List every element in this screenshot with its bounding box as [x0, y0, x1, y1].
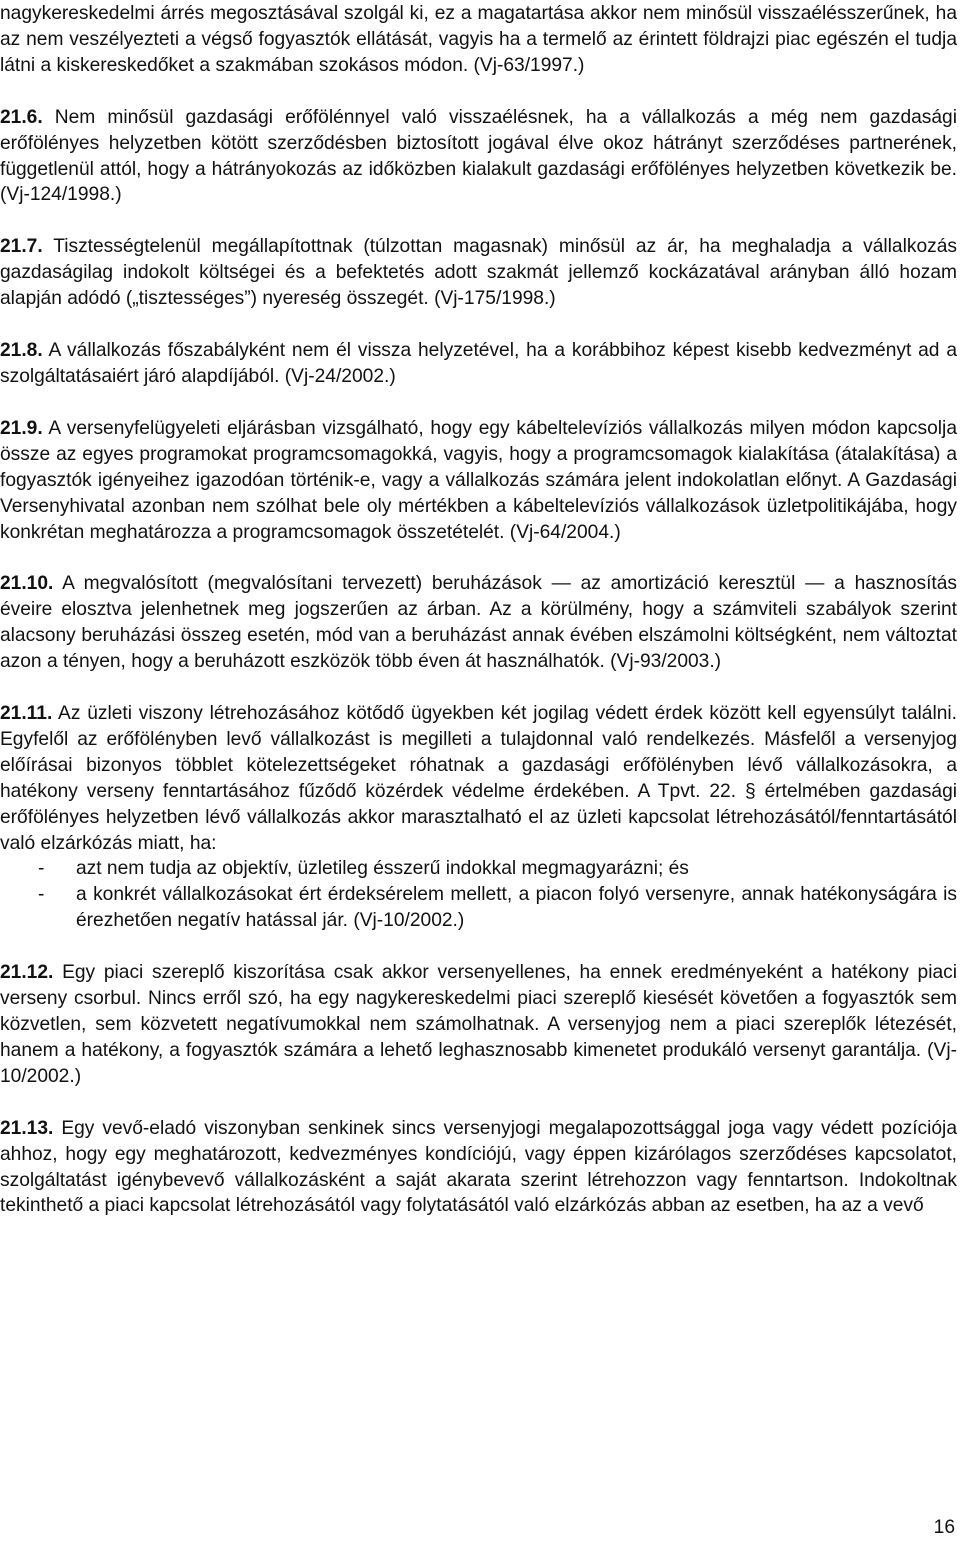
section-number: 21.12.: [0, 962, 54, 984]
list-item: [0, 856, 957, 882]
section-number: 21.7.: [0, 236, 43, 258]
section-text: Egy piaci szereplő kiszorítása csak akkor versenyellenes, ha ennek eredményeként a hatékony piaci verseny csorbul. Nincs erről szó, ha egy nagykereskedelmi piaci szereplő kiesését követően a fogyasztók sem közvetlen, sem közvetett negatívumokkal nem számolhatnak. A versenyjog nem a piaci szereplők létezését, hanem a hatékony, a fogyasztók számára a lehető leghasznosabb kimenetet produkáló versenyt garantálja. (Vj-10/2002.): [0, 962, 957, 1087]
dash-marker: -: [38, 858, 45, 880]
section-number: 21.8.: [0, 340, 43, 362]
section-21-8: [0, 338, 957, 390]
document-body: [0, 1, 957, 1245]
page-number: 16: [933, 1517, 955, 1538]
section-text: Egy vevő-eladó viszonyban senkinek sincs versenyjogi megalapozottsággal joga vagy védett pozíciója ahhoz, hogy egy meghatározott, kedvezményes kondíciójú, vagy éppen kizárólagos szerződéses kapcsolatot, szolgáltatást igénybevevő vállalkozásként a saját akarata szerint létrehozzon vagy fenntartson. Indokoltnak tekinthető a piaci kapcsolat létrehozásától vagy folytatásától való elzárkózás abban az esetben, ha az a vevő: [0, 1117, 957, 1217]
list-item-text: azt nem tudja az objektív, üzletileg ésszerű indokkal megmagyarázni; és: [76, 858, 689, 880]
section-text: Tisztességtelenül megállapítottnak (túlzottan magasnak) minősül az ár, ha meghaladja a vállalkozás gazdaságilag indokolt költségei és a befektetés adott szakmát jellemző kockázatával arányban álló hozam alapján adódó („tisztességes”) nyereség összegét. (Vj-175/1998.): [0, 236, 957, 310]
section-21-10: [0, 571, 957, 675]
section-21-11: [0, 701, 957, 856]
intro-paragraph: [0, 1, 957, 79]
section-21-9: [0, 416, 957, 546]
dash-marker: -: [38, 884, 45, 906]
section-21-6: [0, 105, 957, 209]
section-number: 21.10.: [0, 573, 54, 595]
section-number: 21.11.: [0, 703, 53, 725]
section-21-13: [0, 1116, 957, 1220]
bullet-list: [0, 856, 957, 934]
section-text: A megvalósított (megvalósítani tervezett) beruházások — az amortizáció keresztül — a hasznosítás éveire elosztva jelenhetnek meg jogszerűen az árban. Az a körülmény, hogy a számviteli szabályok szerint alacsony beruházási összeg esetén, mód van a beruházást annak évében elszámolni költségként, nem változtat azon a tényen, hogy a beruházott eszközök több éven át használhatók. (Vj-93/2003.): [0, 573, 957, 673]
section-text: Nem minősül gazdasági erőfölénnyel való visszaélésnek, ha a vállalkozás a még nem gazdasági erőfölényes helyzetben kötött szerződésben biztosított jogával élve okoz hátrányt szerződéses partnerének, függetlenül attól, hogy a hátrányokozás az időközben kialakult gazdasági erőfölényes helyzetben következik be. (Vj-124/1998.): [0, 106, 957, 206]
section-text: A versenyfelügyeleti eljárásban vizsgálható, hogy egy kábeltelevíziós vállalkozás milyen módon kapcsolja össze az egyes programokat programcsomagokká, vagyis, hogy a programcsomagok kialakítása (átalakítása) a fogyasztók igényeihez igazodóan történik-e, vagy a vállalkozás számára jelent indokolatlan előnyt. A Gazdasági Versenyhivatal azonban nem szólhat bele oly mértékben a kábeltelevíziós vállalkozások üzletpolitikájába, hogy konkrétan meghatározza a programcsomagok összetételét. (Vj-64/2004.): [0, 417, 957, 543]
list-item: [0, 882, 957, 934]
section-21-12: [0, 960, 957, 1090]
section-number: 21.6.: [0, 106, 43, 128]
section-number: 21.13.: [0, 1117, 54, 1139]
section-21-7: [0, 234, 957, 312]
section-text: A vállalkozás főszabályként nem él vissza helyzetével, ha a korábbihoz képest kisebb kedvezményt ad a szolgáltatásaiért járó alapdíjából. (Vj-24/2002.): [0, 340, 957, 387]
list-item-text: a konkrét vállalkozásokat ért érdeksérelem mellett, a piacon folyó versenyre, annak hatékonyságára is érezhetően negatív hatással jár. (Vj-10/2002.): [76, 884, 957, 932]
intro-text: nagykereskedelmi árrés megosztásával szolgál ki, ez a magatartása akkor nem minősül visszaélésszerűnek, ha az nem veszélyezteti a végső fogyasztók ellátását, vagyis ha a termelő az érintett földrajzi piac egészén el tudja látni a kiskereskedőket a szakmában szokásos módon. (Vj-63/1997.): [0, 3, 957, 76]
section-number: 21.9.: [0, 417, 43, 439]
section-text: Az üzleti viszony létrehozásához kötődő ügyekben két jogilag védett érdek között kell egyensúlyt találni. Egyfelől az erőfölényben levő vállalkozást is megilleti a tulajdonnal való rendelkezés. Másfelől a versenyjog előírásai bizonyos többlet kötelezettségeket róhatnak a gazdasági erőfölényben lévő vállalkozásokra, a hatékony verseny fenntartásához fűződő közérdek védelme érdekében. A Tpvt. 22. § értelmében gazdasági erőfölényes helyzetben lévő vállalkozás akkor marasztalható el az üzleti kapcsolat létrehozásától/fenntartásától való elzárkózás miatt, ha:: [0, 703, 957, 854]
